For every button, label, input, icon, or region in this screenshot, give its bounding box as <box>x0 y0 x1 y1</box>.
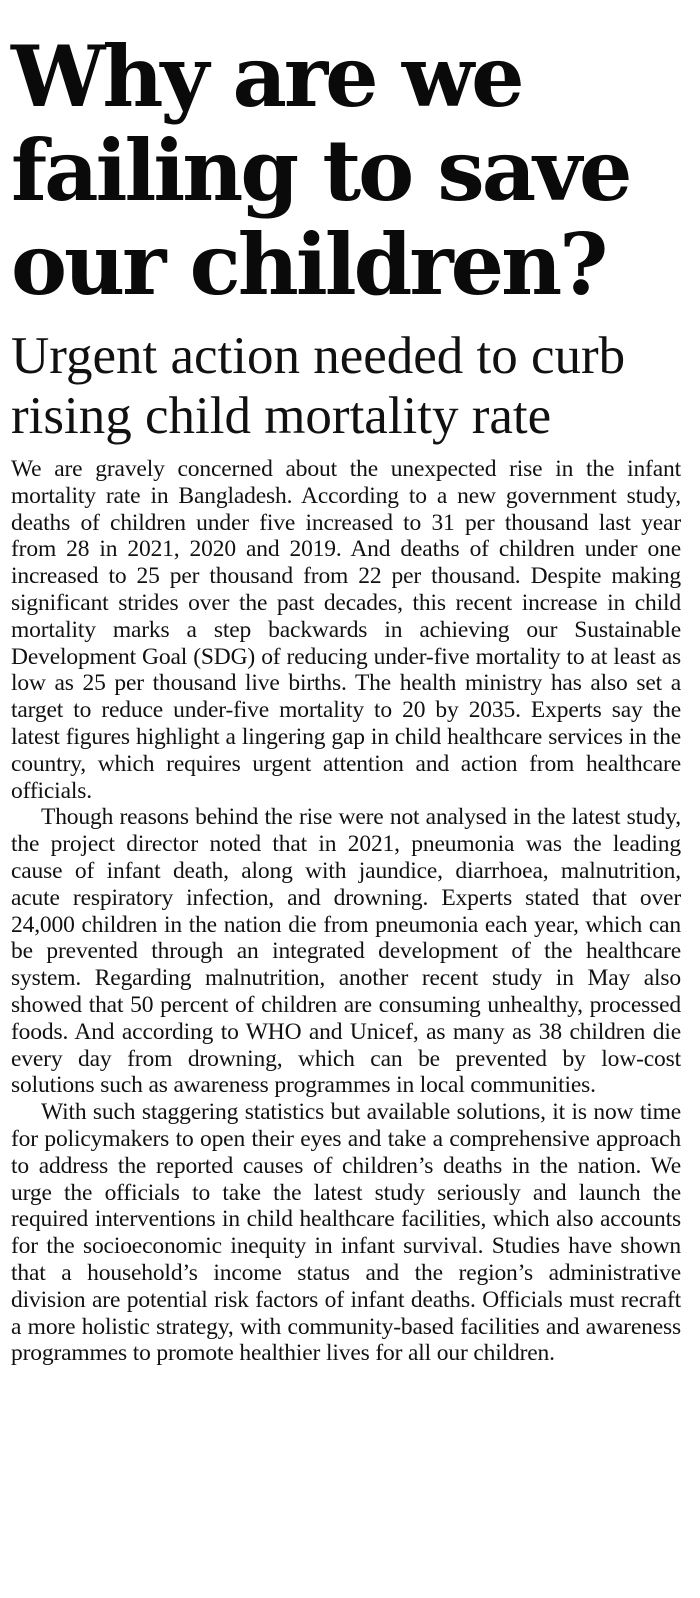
article-body <box>11 456 681 1367</box>
headline: Why are we failing to save our children? <box>11 27 630 314</box>
body-paragraph-1: We are gravely concerned about the unexpected rise in the infant mortality rate in Bangladesh. According to a new government study, deaths of children under five increased to 31 per thousand last year from 28 in 2021, 2020 and 2019. And deaths of children under one increased to 25 per thousand from 22 per thousand. Despite making significant strides over the past decades, this recent increase in child mortality marks a step backwards in achieving our Sustainable Development Goal (SDG) of reducing under-five mortality to at least as low as 25 per thousand live births. The health ministry has also set a target to reduce under-five mortality to 20 by 2035. Experts say the latest figures highlight a lingering gap in child healthcare services in the country, which requires urgent attention and action from healthcare officials. <box>11 456 681 804</box>
body-paragraph-2: Though reasons behind the rise were not analysed in the latest study, the project director noted that in 2021, pneumonia was the leading cause of infant death, along with jaundice, diarrhoea, malnutrition, acute respiratory infection, and drowning. Experts stated that over 24,000 children in the nation die from pneumonia each year, which can be prevented through an integrated development of the healthcare system. Regarding malnutrition, another recent study in May also showed that 50 percent of children are consuming unhealthy, processed foods. And according to WHO and Unicef, as many as 38 children die every day from drowning, which can be prevented by low-cost solutions such as awareness programmes in local communities. <box>11 804 681 1099</box>
subheadline: Urgent action needed to curb rising child mortality rate <box>11 327 626 445</box>
editorial-article <box>11 0 681 1367</box>
body-paragraph-3: With such staggering statistics but available solutions, it is now time for policymakers to open their eyes and take a comprehensive approach to address the reported causes of children’s deaths in the nation. We urge the officials to take the latest study seriously and launch the required interventions in child healthcare facilities, which also accounts for the socioeconomic inequity in infant survival. Studies have shown that a household’s income status and the region’s administrative division are potential risk factors of infant deaths. Officials must recraft a more holistic strategy, with community-based facilities and awareness programmes to promote healthier lives for all our children. <box>11 1099 681 1367</box>
